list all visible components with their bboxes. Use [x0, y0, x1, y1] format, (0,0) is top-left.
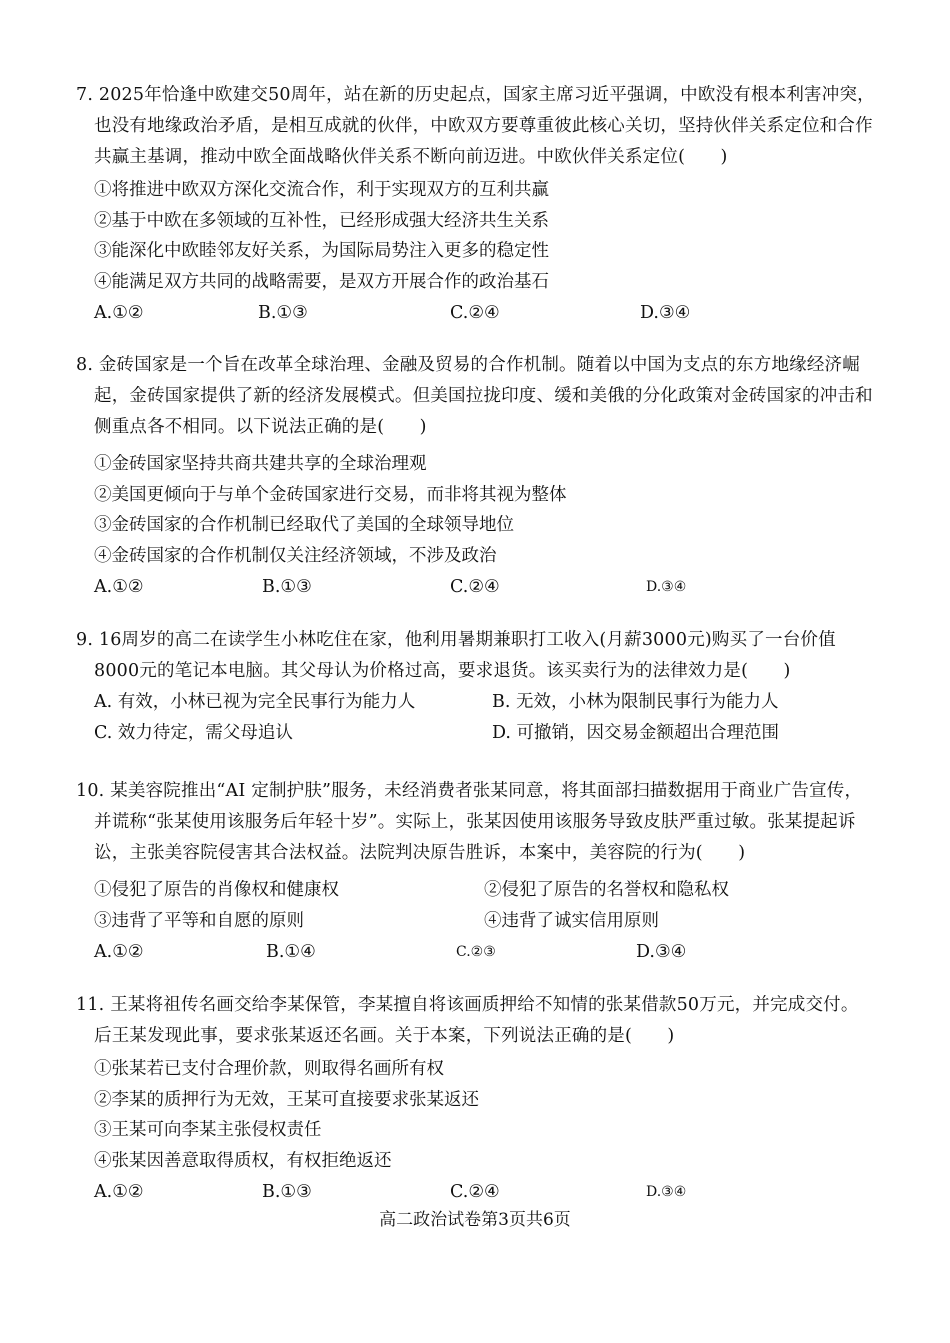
- statement: ④张某因善意取得质权，有权拒绝返还: [94, 1150, 392, 1171]
- page-footer: 高二政治试卷第3页共6页: [379, 1210, 571, 1230]
- option-a: A.①②: [94, 1182, 144, 1202]
- question-9: [76, 625, 876, 749]
- option-d: D.③④: [636, 942, 687, 962]
- statement-grid: [76, 875, 876, 936]
- option-b: B.①③: [258, 303, 308, 323]
- option-a: A. 有效，小林已视为完全民事行为能力人: [94, 692, 416, 712]
- question-7: [76, 80, 876, 329]
- option-a: A.①②: [94, 303, 144, 323]
- statement: ④金砖国家的合作机制仅关注经济领域，不涉及政治: [94, 545, 497, 566]
- question-stem: 11. 王某将祖传名画交给李某保管，李某擅自将该画质押给不知情的张某借款50万元，并完成交付。后王某发现此事，要求张某返还名画。关于本案，下列说法正确的是( ): [76, 995, 859, 1046]
- statement: ③金砖国家的合作机制已经取代了美国的全球领导地位: [94, 515, 514, 535]
- statement: ①张某若已支付合理价款，则取得名画所有权: [94, 1059, 444, 1079]
- statement: ④能满足双方共同的战略需要，是双方开展合作的政治基石: [94, 271, 549, 292]
- option-d: D. 可撤销，因交易金额超出合理范围: [492, 723, 780, 743]
- statement: ①侵犯了原告的肖像权和健康权: [94, 880, 339, 900]
- answer-options: [76, 571, 876, 603]
- option-c: C.②④: [450, 577, 500, 597]
- option-c: C.②④: [450, 1182, 500, 1202]
- statement: ①金砖国家坚持共商共建共享的全球治理观: [94, 454, 427, 474]
- answer-options: [76, 936, 876, 968]
- option-d: D.③④: [646, 579, 687, 595]
- option-a: A.①②: [94, 942, 144, 962]
- question-stem: 9. 16周岁的高二在读学生小林吃住在家，他利用暑期兼职打工收入(月薪3000元)购买了一台价值8000元的笔记本电脑。其父母认为价格过高，要求退货。该买卖行为的法律效力是( ): [76, 630, 836, 681]
- statement: ②侵犯了原告的名誉权和隐私权: [484, 880, 729, 900]
- statement: ①将推进中欧双方深化交流合作，利于实现双方的互利共赢: [94, 180, 549, 200]
- answer-options: [76, 1176, 876, 1208]
- statement: ③能深化中欧睦邻友好关系，为国际局势注入更多的稳定性: [94, 241, 549, 261]
- option-a: A.①②: [94, 577, 144, 597]
- statement: ②李某的质押行为无效，王某可直接要求张某返还: [94, 1089, 479, 1110]
- option-d: D.③④: [646, 1184, 687, 1200]
- question-8: [76, 350, 876, 603]
- question-stem: 10. 某美容院推出“AI 定制护肤”服务，未经消费者张某同意，将其面部扫描数据用于商业广告宣传，并谎称“张某使用该服务后年轻十岁”。实际上，张某因使用该服务导致皮肤严重过敏。张某提起诉讼，主张美容院侵害其合法权益。法院判决原告胜诉，本案中，美容院的行为( ): [76, 781, 863, 863]
- option-b: B.①④: [266, 942, 316, 962]
- question-stem: 8. 金砖国家是一个旨在改革全球治理、金融及贸易的合作机制。随着以中国为支点的东方地缘经济崛起，金砖国家提供了新的经济发展模式。但美国拉拢印度、缓和美俄的分化政策对金砖国家的冲击和侧重点各不相同。以下说法正确的是( ): [76, 355, 873, 437]
- statement: ④违背了诚实信用原则: [484, 910, 659, 931]
- option-c: C.②③: [456, 944, 496, 960]
- statement: ③违背了平等和自愿的原则: [94, 910, 304, 931]
- option-b: B.①③: [262, 1182, 312, 1202]
- statement: ②美国更倾向于与单个金砖国家进行交易，而非将其视为整体: [94, 484, 567, 505]
- option-b: B.①③: [262, 577, 312, 597]
- option-d: D.③④: [640, 303, 691, 323]
- answer-options: [76, 687, 876, 749]
- answer-options: [76, 297, 876, 329]
- statement: ②基于中欧在多领域的互补性，已经形成强大经济共生关系: [94, 210, 549, 231]
- question-10: [76, 776, 876, 968]
- question-11: [76, 990, 876, 1208]
- option-b: B. 无效，小林为限制民事行为能力人: [492, 692, 779, 712]
- statement: ③王某可向李某主张侵权责任: [94, 1120, 322, 1140]
- option-c: C. 效力待定，需父母追认: [94, 723, 293, 743]
- option-c: C.②④: [450, 303, 500, 323]
- question-stem: 7. 2025年恰逢中欧建交50周年，站在新的历史起点，国家主席习近平强调，中欧没有根本利害冲突，也没有地缘政治矛盾，是相互成就的伙伴，中欧双方要尊重彼此核心关切，坚持伙伴关系定位和合作共赢主基调，推动中欧全面战略伙伴关系不断向前迈进。中欧伙伴关系定位( ): [76, 85, 875, 167]
